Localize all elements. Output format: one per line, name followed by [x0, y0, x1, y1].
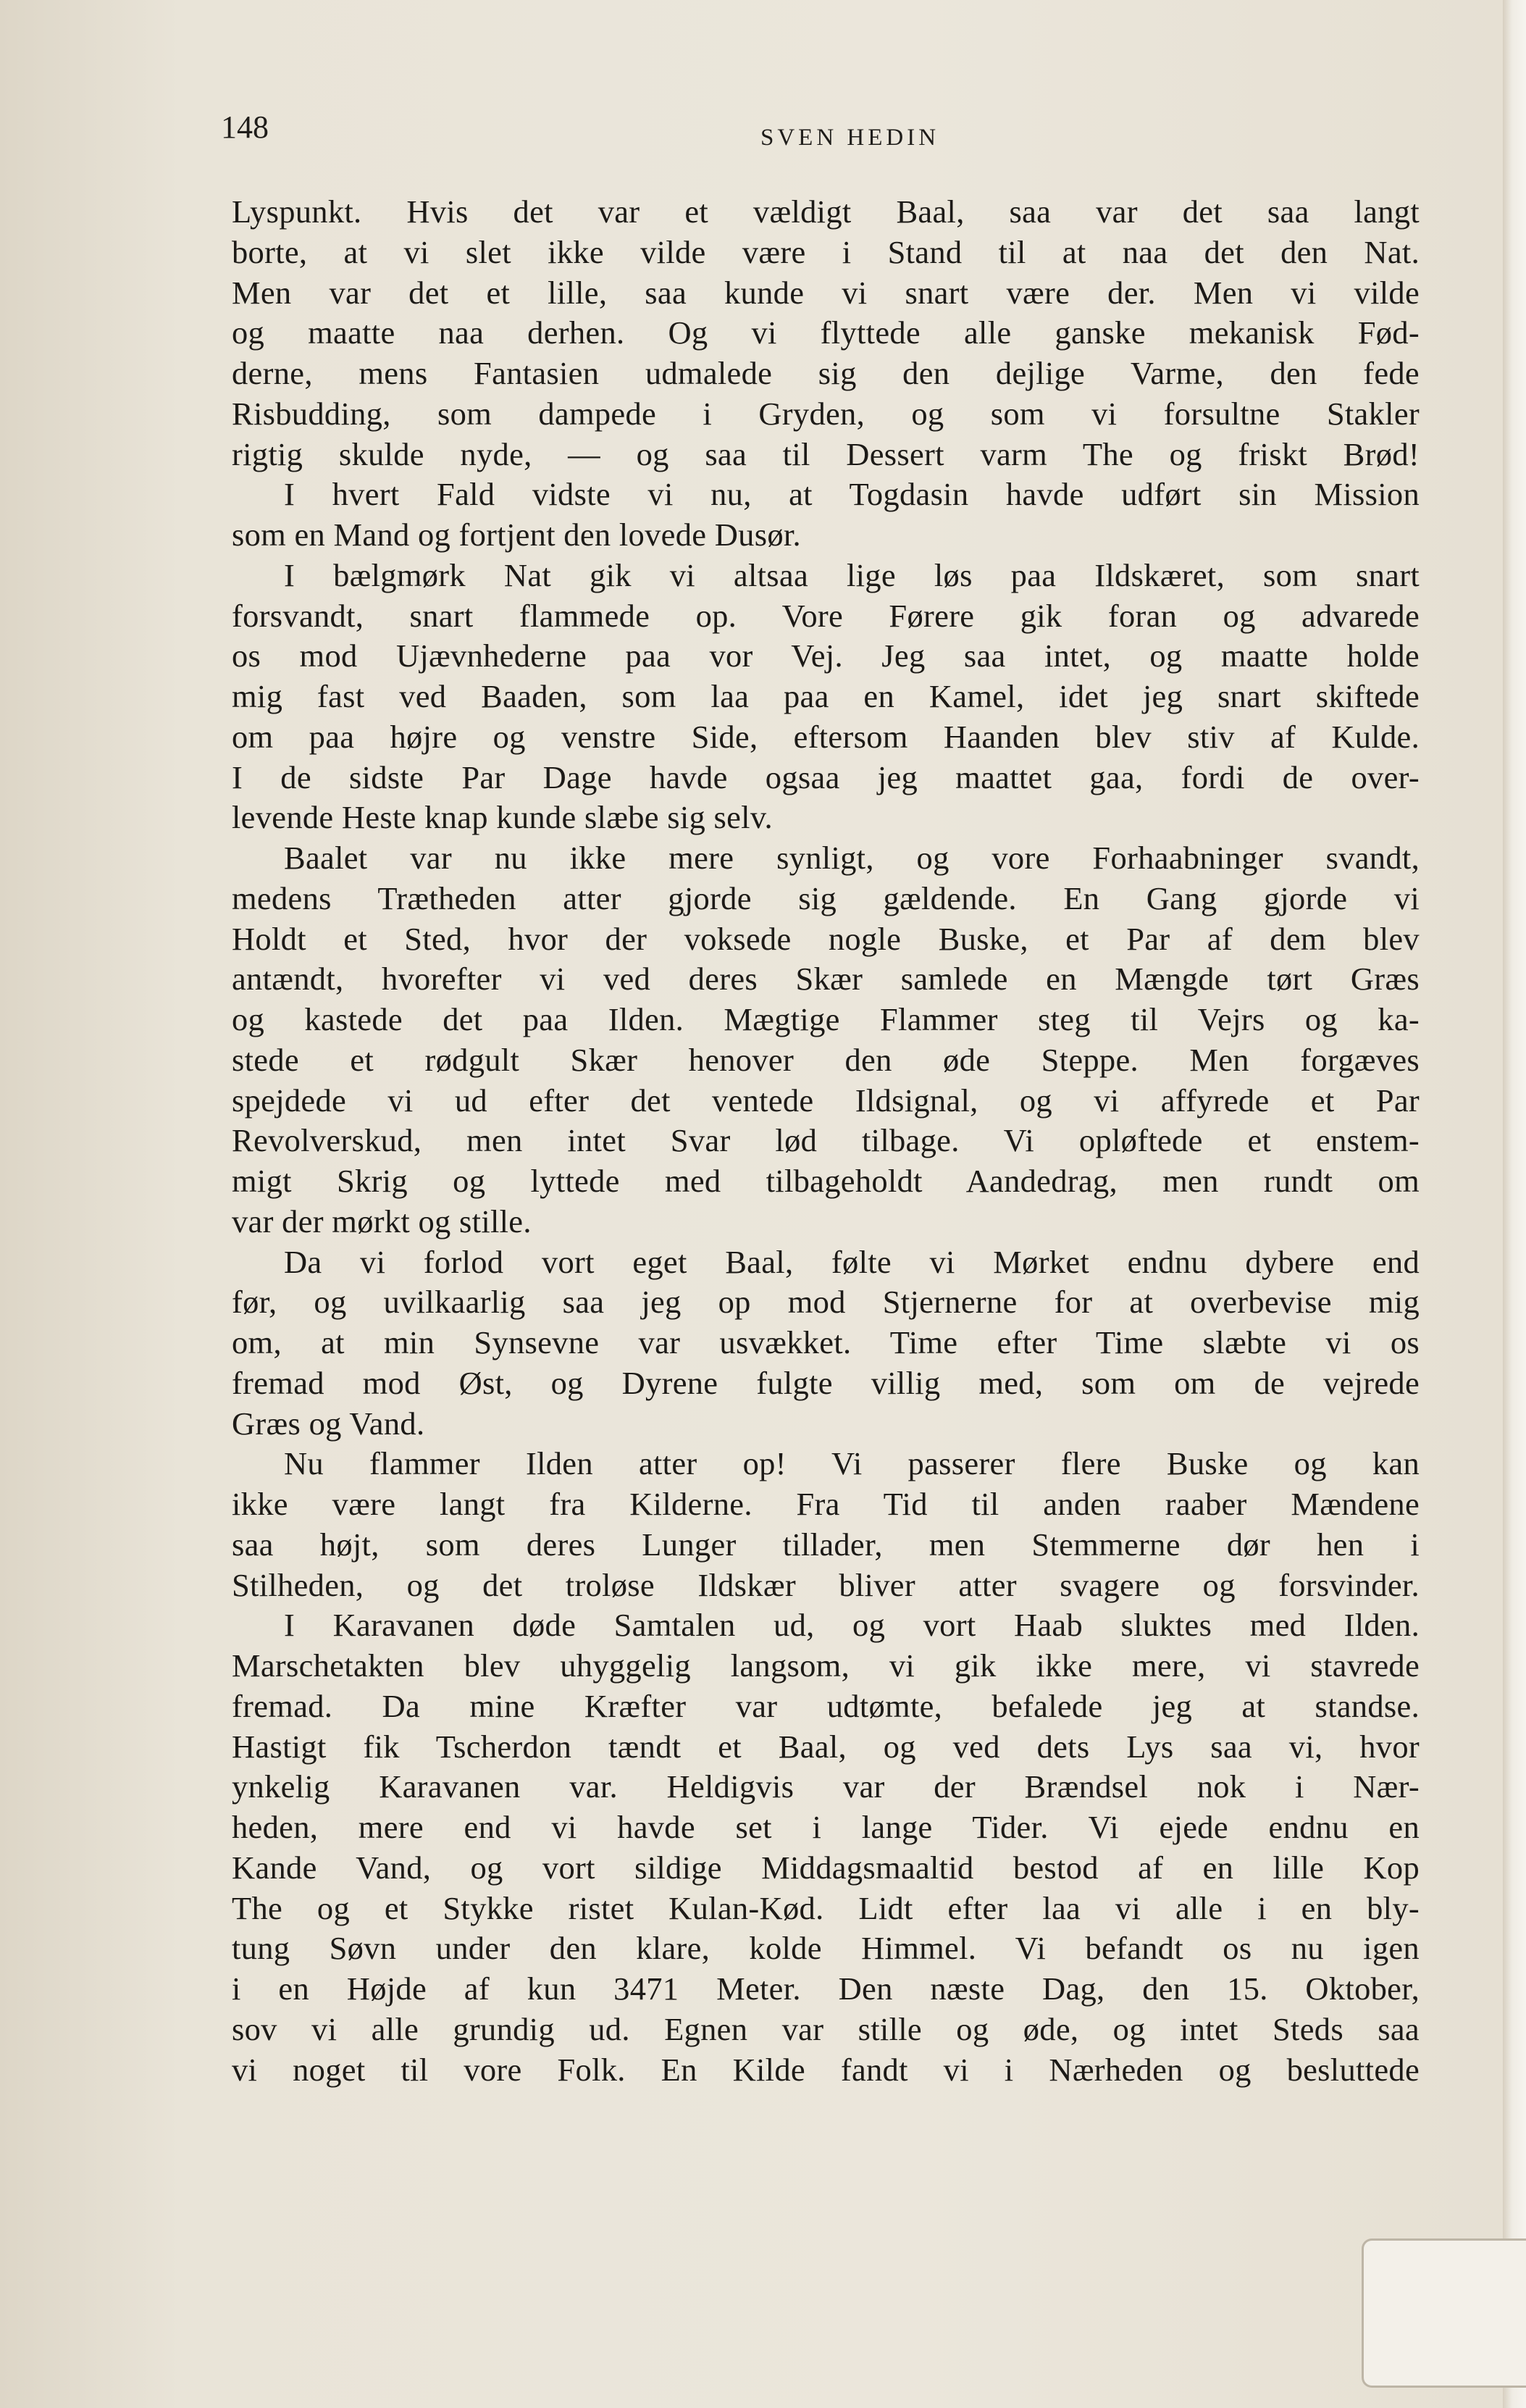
- text-line: rigtig skulde nyde, — og saa til Dessert varm The og friskt Brød!: [232, 435, 1420, 472]
- text-line: antændt, hvorefter vi ved deres Skær samlede en Mængde tørt Græs: [232, 961, 1420, 998]
- text-line: borte, at vi slet ikke vilde være i Stand til at naa det den Nat.: [232, 233, 1420, 270]
- text-line: I hvert Fald vidste vi nu, at Togdasin havde udført sin Mission: [284, 476, 1420, 513]
- text-line: Baalet var nu ikke mere synligt, og vore Forhaabninger svandt,: [284, 840, 1420, 876]
- text-line: sov vi alle grundig ud. Egnen var stille og øde, og intet Steds saa: [232, 2010, 1420, 2047]
- text-line: Lyspunkt. Hvis det var et vældigt Baal, saa var det saa langt: [232, 193, 1420, 230]
- text-line: saa højt, som deres Lunger tillader, men Stemmerne dør hen i: [232, 1526, 1420, 1563]
- text-line: før, og uvilkaarlig saa jeg op mod Stjernerne for at overbevise mig: [232, 1284, 1420, 1321]
- text-line: Da vi forlod vort eget Baal, følte vi Mørket endnu dybere end: [284, 1243, 1420, 1280]
- text-line: i en Højde af kun 3471 Meter. Den næste Dag, den 15. Oktober,: [232, 1970, 1420, 2007]
- text-line: mig fast ved Baaden, som laa paa en Kamel, idet jeg snart skiftede: [232, 678, 1420, 714]
- text-line: Risbudding, som dampede i Gryden, og som vi forsultne Stakler: [232, 395, 1420, 432]
- running-head: SVEN HEDIN: [760, 125, 940, 151]
- text-line: os mod Ujævnhederne paa vor Vej. Jeg saa intet, og maatte holde: [232, 637, 1420, 674]
- text-line: derne, mens Fantasien udmalede sig den dejlige Varme, den fede: [232, 355, 1420, 391]
- text-line: og kastede det paa Ilden. Mægtige Flammer steg til Vejrs og ka-: [232, 1001, 1420, 1037]
- page-edge: [1503, 0, 1526, 2408]
- text-line: Marschetakten blev uhyggelig langsom, vi gik ikke mere, vi stavrede: [232, 1647, 1420, 1684]
- text-line: Græs og Vand.: [232, 1405, 425, 1442]
- text-line: forsvandt, snart flammede op. Vore Førere gik foran og advarede: [232, 597, 1420, 634]
- text-line: medens Trætheden atter gjorde sig gældende. En Gang gjorde vi: [232, 879, 1420, 916]
- text-line: heden, mere end vi havde set i lange Tider. Vi ejede endnu en: [232, 1809, 1420, 1845]
- page-tab-marker: [1362, 2238, 1526, 2388]
- text-line: Stilheden, og det troløse Ildskær bliver atter svagere og forsvinder.: [232, 1566, 1420, 1603]
- text-line: I Karavanen døde Samtalen ud, og vort Haab sluktes med Ilden.: [284, 1607, 1420, 1644]
- text-line: Men var det et lille, saa kunde vi snart være der. Men vi vilde: [232, 274, 1420, 311]
- page-number: 148: [221, 109, 269, 145]
- text-line: tung Søvn under den klare, kolde Himmel. Vi befandt os nu igen: [232, 1930, 1420, 1967]
- text-line: I bælgmørk Nat gik vi altsaa lige løs paa Ildskæret, som snart: [284, 556, 1420, 593]
- text-line: Hastigt fik Tscherdon tændt et Baal, og ved dets Lys saa vi, hvor: [232, 1728, 1420, 1765]
- text-line: fremad mod Øst, og Dyrene fulgte villig med, som om de vejrede: [232, 1364, 1420, 1401]
- text-line: The og et Stykke ristet Kulan-Kød. Lidt efter laa vi alle i en bly-: [232, 1889, 1420, 1926]
- text-line: som en Mand og fortjent den lovede Dusør.: [232, 517, 801, 553]
- text-line: migt Skrig og lyttede med tilbageholdt Aandedrag, men rundt om: [232, 1163, 1420, 1199]
- text-line: fremad. Da mine Kræfter var udtømte, befalede jeg at standse.: [232, 1687, 1420, 1724]
- text-line: ikke være langt fra Kilderne. Fra Tid til anden raaber Mændene: [232, 1486, 1420, 1522]
- text-line: om, at min Synsevne var usvækket. Time efter Time slæbte vi os: [232, 1324, 1420, 1360]
- text-line: vi noget til vore Folk. En Kilde fandt vi i Nærheden og besluttede: [232, 2051, 1420, 2088]
- text-line: spejdede vi ud efter det ventede Ildsignal, og vi affyrede et Par: [232, 1082, 1420, 1119]
- text-line: og maatte naa derhen. Og vi flyttede alle ganske mekanisk Fød-: [232, 314, 1420, 351]
- text-line: om paa højre og venstre Side, eftersom Haanden blev stiv af Kulde.: [232, 718, 1420, 755]
- text-line: var der mørkt og stille.: [232, 1203, 532, 1239]
- text-line: Holdt et Sted, hvor der voksede nogle Buske, et Par af dem blev: [232, 920, 1420, 957]
- text-line: stede et rødgult Skær henover den øde Steppe. Men forgæves: [232, 1041, 1420, 1078]
- text-line: levende Heste knap kunde slæbe sig selv.: [232, 799, 773, 836]
- text-line: Kande Vand, og vort sildige Middagsmaaltid bestod af en lille Kop: [232, 1849, 1420, 1886]
- text-line: Nu flammer Ilden atter op! Vi passerer flere Buske og kan: [284, 1445, 1420, 1482]
- text-line: Revolverskud, men intet Svar lød tilbage. Vi opløftede et enstem-: [232, 1122, 1420, 1159]
- body-text: [232, 192, 1420, 2090]
- text-line: I de sidste Par Dage havde ogsaa jeg maattet gaa, fordi de over-: [232, 758, 1420, 795]
- text-line: ynkelig Karavanen var. Heldigvis var der Brændsel nok i Nær-: [232, 1768, 1420, 1805]
